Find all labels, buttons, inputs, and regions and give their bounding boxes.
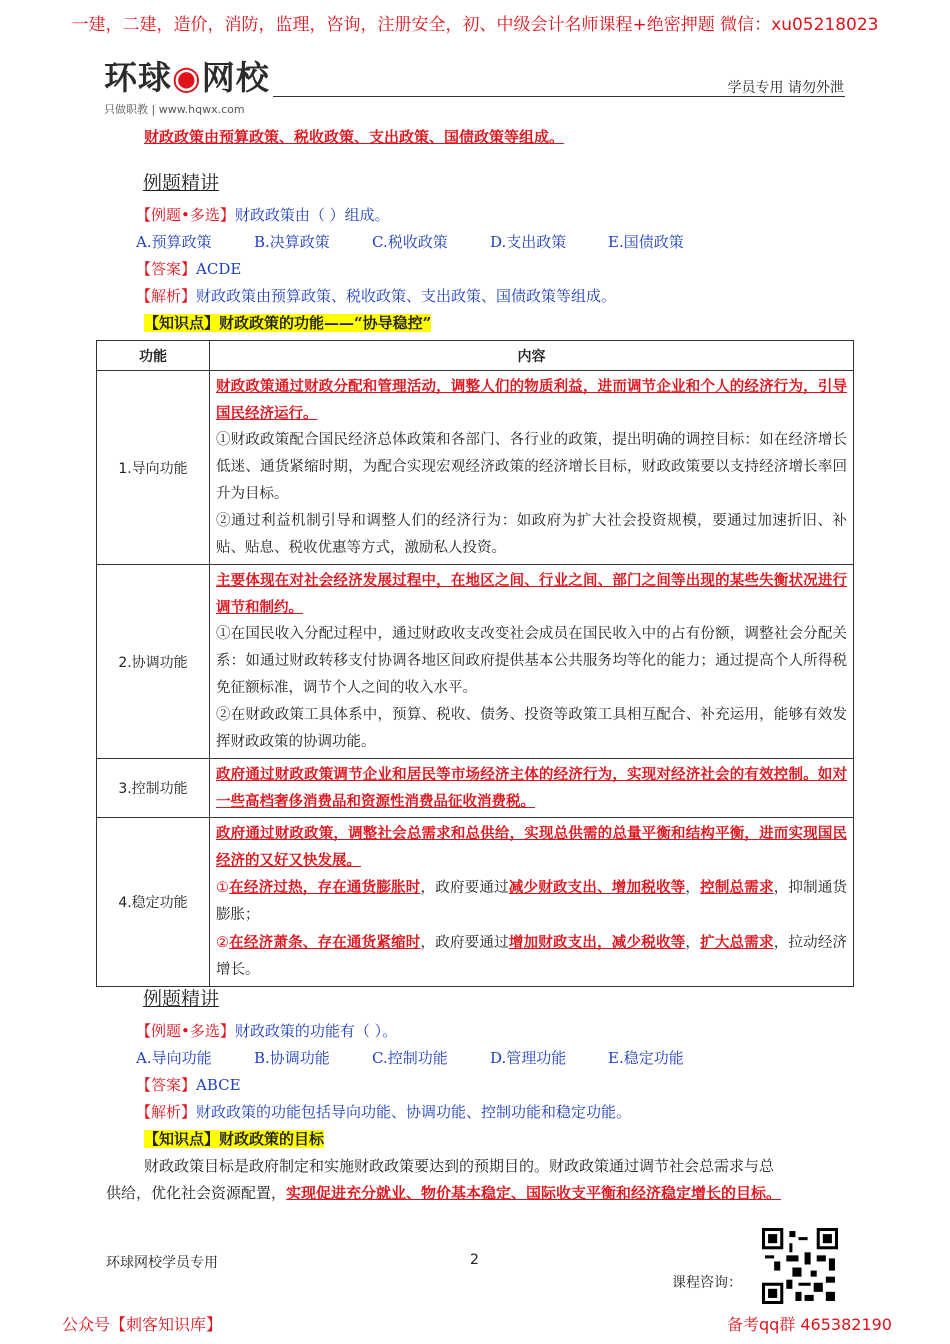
function-key-text: 主要体现在对社会经济发展过程中，在地区之间、行业之间、部门之间等出现的某些失衡状况进行调节和制约。 xyxy=(216,572,847,616)
example2-option-c: C.控制功能 xyxy=(372,1049,448,1067)
footer-left: 环球网校学员专用 xyxy=(106,1255,218,1271)
example1-option-e: E.国债政策 xyxy=(608,233,684,251)
function-point: ①在国民收入分配过程中，通过财政收支改变社会成员在国民收入中的占有份额，调整社会分配关系：如通过财政转移支付协调各地区间政府提供基本公共服务均等化的能力；通过提高个人所得税免征额标准，调节个人之间的收入水平。 xyxy=(216,626,847,696)
knowledge-point-2: 【知识点】财政政策的目标 xyxy=(144,1130,325,1148)
example1-option-a: A.预算政策 xyxy=(136,233,212,251)
table-header-function: 功能 xyxy=(97,341,210,371)
table-row xyxy=(97,371,854,565)
functions-table xyxy=(96,340,854,987)
example2-question-text: 财政政策的功能有（ ）。 xyxy=(234,1022,398,1040)
example2-option-b: B.协调功能 xyxy=(254,1049,330,1067)
example1-analysis-text: 财政政策由预算政策、税收政策、支出政策、国债政策等组成。 xyxy=(196,287,617,305)
example2-question xyxy=(136,1018,397,1045)
logo-text-2: 网校 xyxy=(201,58,270,97)
example1-question-text: 财政政策由（ ）组成。 xyxy=(234,206,390,224)
logo-mark-icon: ◉ xyxy=(172,58,202,97)
function-key-text: 政府通过财政政策调节企业和居民等市场经济主体的经济行为，实现对经济社会的有效控制。如对一些高档奢侈消费品和资源性消费品征收消费税。 xyxy=(216,766,847,810)
course-consult-label: 课程咨询： xyxy=(672,1275,742,1291)
example2-option-d: D.管理功能 xyxy=(490,1049,567,1067)
function-key-text: 政府通过财政政策，调整社会总需求和总供给，实现总供需的总量平衡和结构平衡，进而实现国民经济的又好又快发展。 xyxy=(216,825,847,869)
example2-heading: 例题精讲 xyxy=(143,988,220,1010)
stability-point-2: ②在经济萧条、存在通货紧缩时，政府要通过增加财政支出，减少税收等，扩大总需求，拉动经济增长。 xyxy=(216,934,848,978)
example2-analysis xyxy=(136,1099,631,1126)
example1-options xyxy=(136,229,684,256)
example2-analysis-text: 财政政策的功能包括导向功能、协调功能、控制功能和稳定功能。 xyxy=(196,1103,632,1121)
table-row xyxy=(97,759,854,818)
logo xyxy=(104,52,270,117)
bottom-right-promo: 备考qq群 465382190 xyxy=(726,1315,892,1334)
example2-option-e: E.稳定功能 xyxy=(608,1049,684,1067)
intro-line: 财政政策由预算政策、税收政策、支出政策、国债政策等组成。 xyxy=(144,128,565,146)
function-content xyxy=(210,759,854,818)
goal-paragraph-line1: 财政政策目标是政府制定和实施财政政策要达到的预期目的。财政政策通过调节社会总需求与总 xyxy=(144,1157,775,1175)
example2-tag: 【例题•多选】 xyxy=(136,1022,235,1040)
header-divider xyxy=(273,96,845,97)
example1-question xyxy=(136,202,390,229)
example1-tag: 【例题•多选】 xyxy=(136,206,235,224)
function-point: ②通过利益机制引导和调整人们的经济行为：如政府为扩大社会投资规模，要通过加速折旧、补贴、贴息、税收优惠等方式，激励私人投资。 xyxy=(216,513,847,556)
qr-code-icon xyxy=(762,1228,838,1304)
logo-tagline: 只做职教 | www.hqwx.com xyxy=(104,103,245,116)
function-content xyxy=(210,818,854,987)
logo-text-1: 环球 xyxy=(104,58,172,97)
goal-paragraph-line2: 供给，优化社会资源配置，实现促进充分就业、物价基本稳定、国际收支平衡和经济稳定增长的目标。 xyxy=(106,1184,782,1202)
function-label: 3.控制功能 xyxy=(97,759,210,818)
stability-point-1: ①在经济过热，存在通货膨胀时，政府要通过减少财政支出、增加税收等，控制总需求，抑制通货膨胀； xyxy=(216,879,848,923)
bottom-left-promo: 公众号【刺客知识库】 xyxy=(62,1315,223,1334)
function-label: 1.导向功能 xyxy=(97,371,210,565)
table-row xyxy=(97,818,854,987)
table-header-row xyxy=(97,341,854,371)
table-header-content: 内容 xyxy=(210,341,854,371)
top-banner: 一建，二建，造价，消防，监理，咨询，注册安全，初、中级会计名师课程+绝密押题 微信：xu05218023 xyxy=(71,15,879,35)
example1-analysis-tag: 【解析】 xyxy=(136,287,197,305)
example2-answer xyxy=(136,1072,241,1099)
example1-option-d: D.支出政策 xyxy=(490,233,567,251)
example2-analysis-tag: 【解析】 xyxy=(136,1103,197,1121)
function-content xyxy=(210,371,854,565)
function-content xyxy=(210,565,854,759)
example1-analysis xyxy=(136,283,616,310)
goal-highlight: 实现促进充分就业、物价基本稳定、国际收支平衡和经济稳定增长的目标。 xyxy=(286,1184,782,1202)
page-number: 2 xyxy=(470,1252,479,1268)
function-point: ②在财政政策工具体系中，预算、税收、债务、投资等政策工具相互配合、补充运用，能够有效发挥财政政策的协调功能。 xyxy=(216,707,847,750)
example1-answer-value: ACDE xyxy=(196,260,242,278)
example1-answer-tag: 【答案】 xyxy=(136,260,197,278)
example2-option-a: A.导向功能 xyxy=(136,1049,212,1067)
example2-options xyxy=(136,1045,684,1072)
function-label: 2.协调功能 xyxy=(97,565,210,759)
function-point: ①财政政策配合国民经济总体政策和各部门、各行业的政策，提出明确的调控目标：如在经济增长低迷、通货紧缩时期，为配合实现宏观经济政策的经济增长目标，财政政策要以支持经济增长率回升为目标。 xyxy=(216,432,847,502)
example2-answer-value: ABCE xyxy=(196,1076,241,1094)
example1-option-c: C.税收政策 xyxy=(372,233,448,251)
knowledge-point-1: 【知识点】财政政策的功能——“协导稳控” xyxy=(144,314,432,332)
header-right-note: 学员专用 请勿外泄 xyxy=(727,80,844,96)
function-key-text: 财政政策通过财政分配和管理活动，调整人们的物质利益，进而调节企业和个人的经济行为，引导国民经济运行。 xyxy=(216,378,847,422)
function-label: 4.稳定功能 xyxy=(97,818,210,987)
example1-heading: 例题精讲 xyxy=(143,172,220,194)
example1-option-b: B.决算政策 xyxy=(254,233,330,251)
example1-answer xyxy=(136,256,241,283)
table-row xyxy=(97,565,854,759)
example2-answer-tag: 【答案】 xyxy=(136,1076,197,1094)
